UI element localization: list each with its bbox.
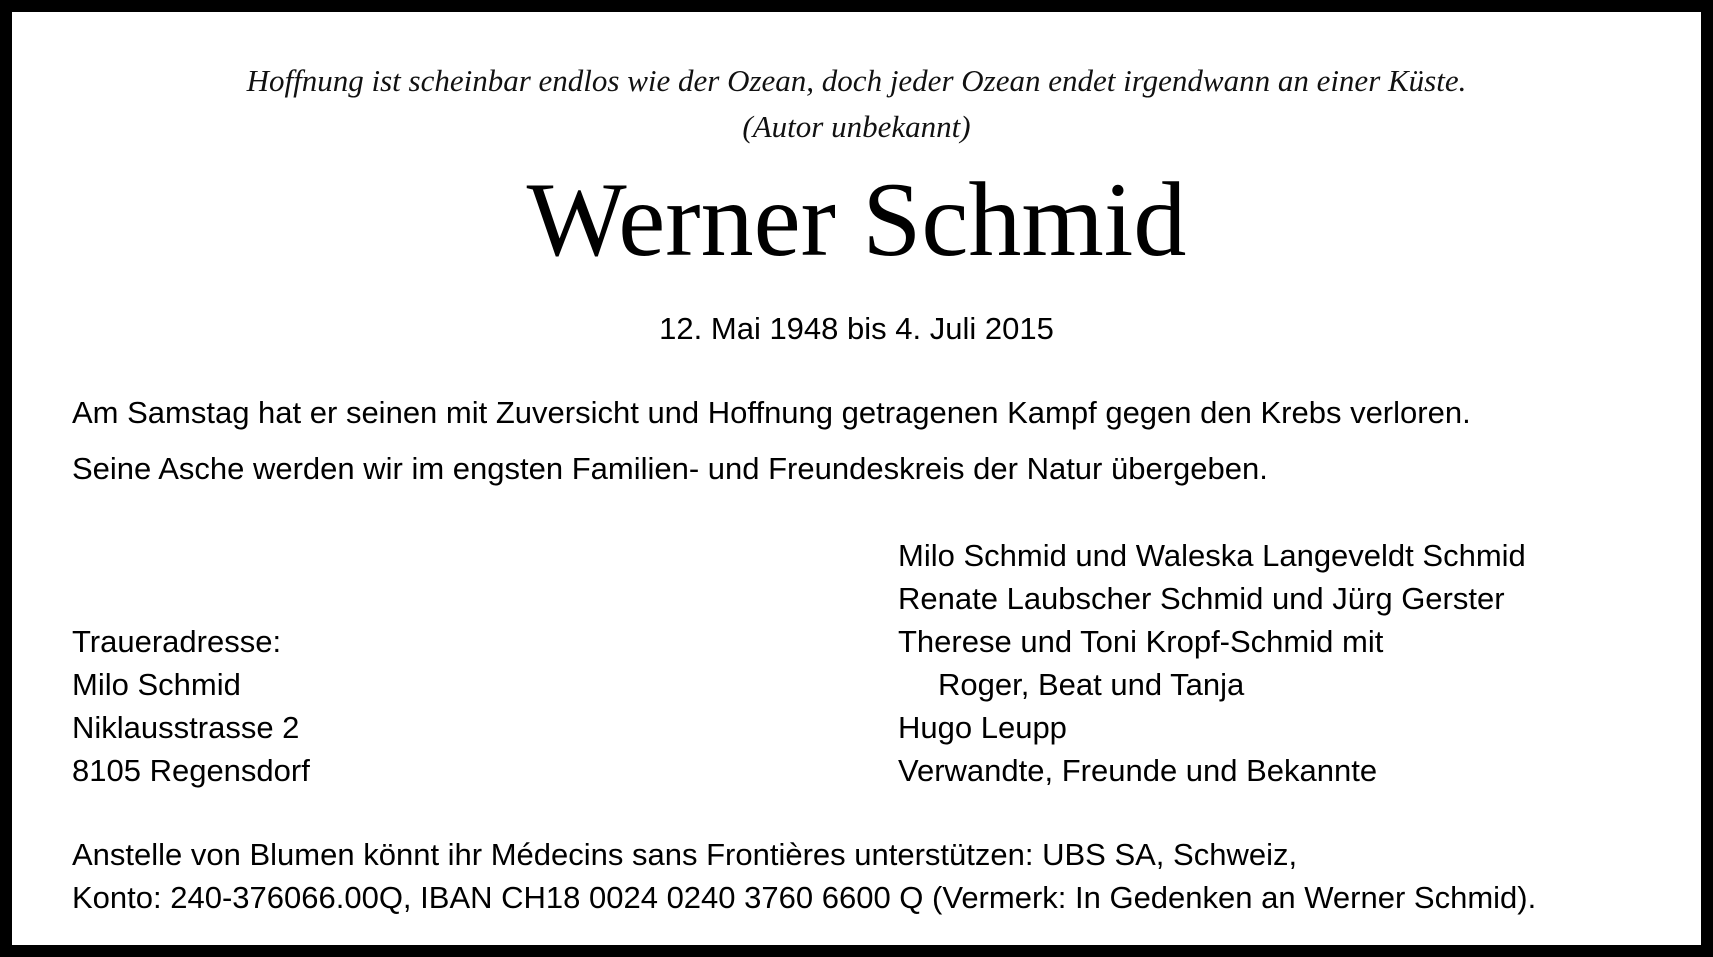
address-label: Traueradresse: [72,624,282,659]
mourner-line: Renate Laubscher Schmid und Jürg Gerster [898,581,1505,616]
address-name: Milo Schmid [72,667,241,702]
message-line-2: Seine Asche werden wir im engsten Familien- und Freundeskreis der Natur übergeben. [72,451,1268,486]
mourner-line: Roger, Beat und Tanja [938,667,1245,702]
mourners-list [898,534,1526,792]
deceased-name: Werner Schmid [526,161,1187,278]
mourner-line: Therese und Toni Kropf-Schmid mit [898,624,1384,659]
address-street: Niklausstrasse 2 [72,710,300,745]
address-block [72,620,310,792]
donation-line-1: Anstelle von Blumen könnt ihr Médecins sans Frontières unterstützen: UBS SA, Schweiz, [72,837,1298,872]
quote-author: (Autor unbekannt) [742,109,971,144]
donation-line-2: Konto: 240-376066.00Q, IBAN CH18 0024 0240 3760 6600 Q (Vermerk: In Gedenken an Werner Schmid). [72,880,1537,915]
address-city: 8105 Regensdorf [72,753,310,788]
quote-text: Hoffnung ist scheinbar endlos wie der Ozean, doch jeder Ozean endet irgendwann an einer Küste. [246,63,1467,98]
message-line-1: Am Samstag hat er seinen mit Zuversicht und Hoffnung getragenen Kampf gegen den Krebs verloren. [72,395,1471,430]
mourner-line: Milo Schmid und Waleska Langeveldt Schmid [898,538,1526,573]
mourner-line: Verwandte, Freunde und Bekannte [898,753,1378,788]
mourner-line: Hugo Leupp [898,710,1067,745]
life-dates: 12. Mai 1948 bis 4. Juli 2015 [659,311,1054,346]
